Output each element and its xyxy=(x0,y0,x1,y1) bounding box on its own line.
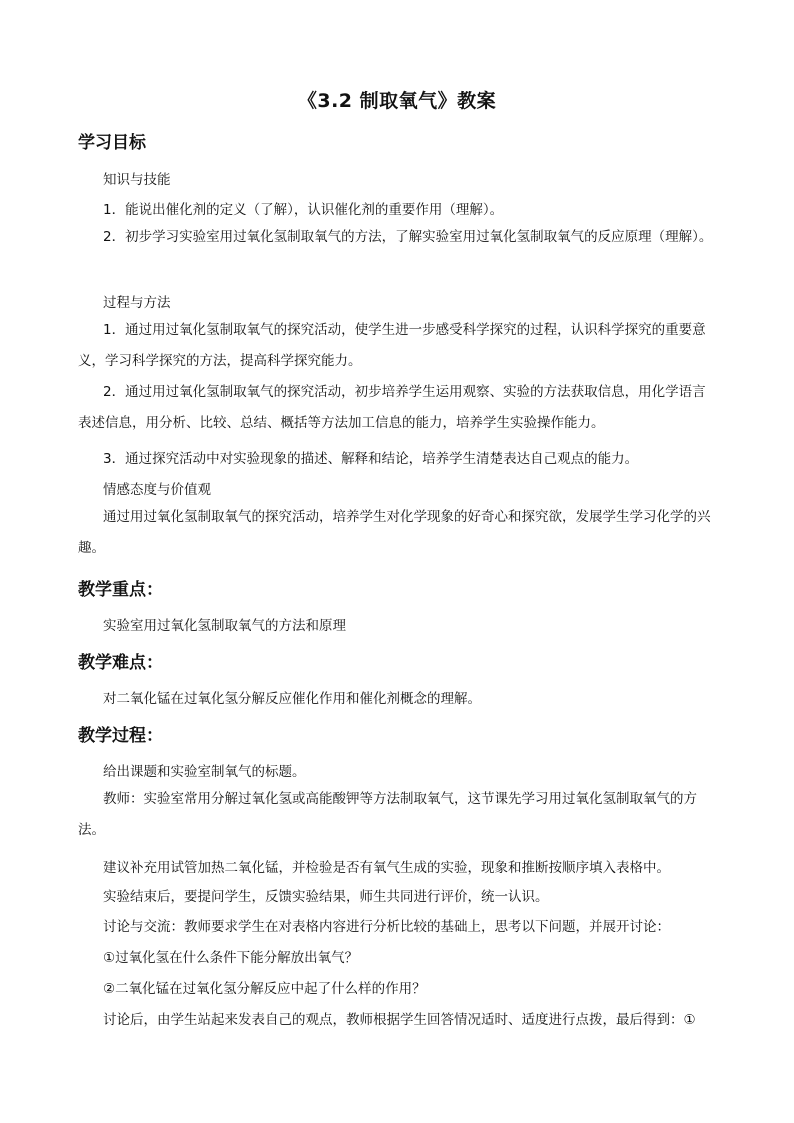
process-item-1: 1．通过用过氧化氢制取氧气的探究活动，使学生进一步感受科学探究的过程，认识科学探究的重要意义，学习科学探究的方法，提高科学探究能力。 xyxy=(78,322,706,369)
process-paragraph-1: 给出课题和实验室制氧气的标题。 xyxy=(103,764,306,780)
subheading-knowledge: 知识与技能 xyxy=(103,172,171,188)
subheading-emotion: 情感态度与价值观 xyxy=(103,482,211,498)
emotion-text: 通过用过氧化氢制取氧气的探究活动，培养学生对化学现象的好奇心和探究欲，发展学生学习化学的兴趣。 xyxy=(78,509,711,556)
key-points-text: 实验室用过氧化氢制取氧气的方法和原理 xyxy=(103,618,346,634)
section-heading-objectives: 学习目标 xyxy=(78,133,146,153)
process-paragraph-2: 教师：实验室常用分解过氧化氢或高能酸钾等方法制取氧气，这节课先学习用过氧化氢制取氧气的方法。 xyxy=(78,791,697,838)
discussion-question-2: ②二氧化锰在过氧化氢分解反应中起了什么样的作用？ xyxy=(103,981,426,997)
document-title: 《3.2 制取氧气》教案 xyxy=(297,90,497,112)
knowledge-item-2: 2．初步学习实验室用过氧化氢制取氧气的方法，了解实验室用过氧化氢制取氧气的反应原理（理解）。 xyxy=(103,229,713,245)
difficulties-text: 对二氧化锰在过氧化氢分解反应催化作用和催化剂概念的理解。 xyxy=(103,691,481,707)
process-paragraph-5: 讨论与交流：教师要求学生在对表格内容进行分析比较的基础上，思考以下问题，并展开讨论： xyxy=(103,919,670,935)
discussion-question-1: ①过氧化氢在什么条件下能分解放出氧气？ xyxy=(103,950,359,966)
subheading-process: 过程与方法 xyxy=(103,295,171,311)
process-paragraph-6: 讨论后，由学生站起来发表自己的观点，教师根据学生回答情况适时、适度进行点拨，最后得到：① xyxy=(103,1012,696,1028)
process-paragraph-3: 建议补充用试管加热二氧化锰，并检验是否有氧气生成的实验，现象和推断按顺序填入表格中。 xyxy=(103,860,670,876)
process-item-3: 3．通过探究活动中对实验现象的描述、解释和结论，培养学生清楚表达自己观点的能力。 xyxy=(103,451,639,467)
section-heading-key-points: 教学重点： xyxy=(78,580,163,600)
section-heading-difficulties: 教学难点： xyxy=(78,653,163,673)
knowledge-item-1: 1．能说出催化剂的定义（了解），认识催化剂的重要作用（理解）。 xyxy=(103,202,504,218)
process-item-2: 2．通过用过氧化氢制取氧气的探究活动，初步培养学生运用观察、实验的方法获取信息，用化学语言表述信息，用分析、比较、总结、概括等方法加工信息的能力，培养学生实验操作能力。 xyxy=(78,384,706,431)
process-paragraph-4: 实验结束后，要提问学生，反馈实验结果，师生共同进行评价，统一认识。 xyxy=(103,889,549,905)
section-heading-process: 教学过程： xyxy=(78,726,163,746)
